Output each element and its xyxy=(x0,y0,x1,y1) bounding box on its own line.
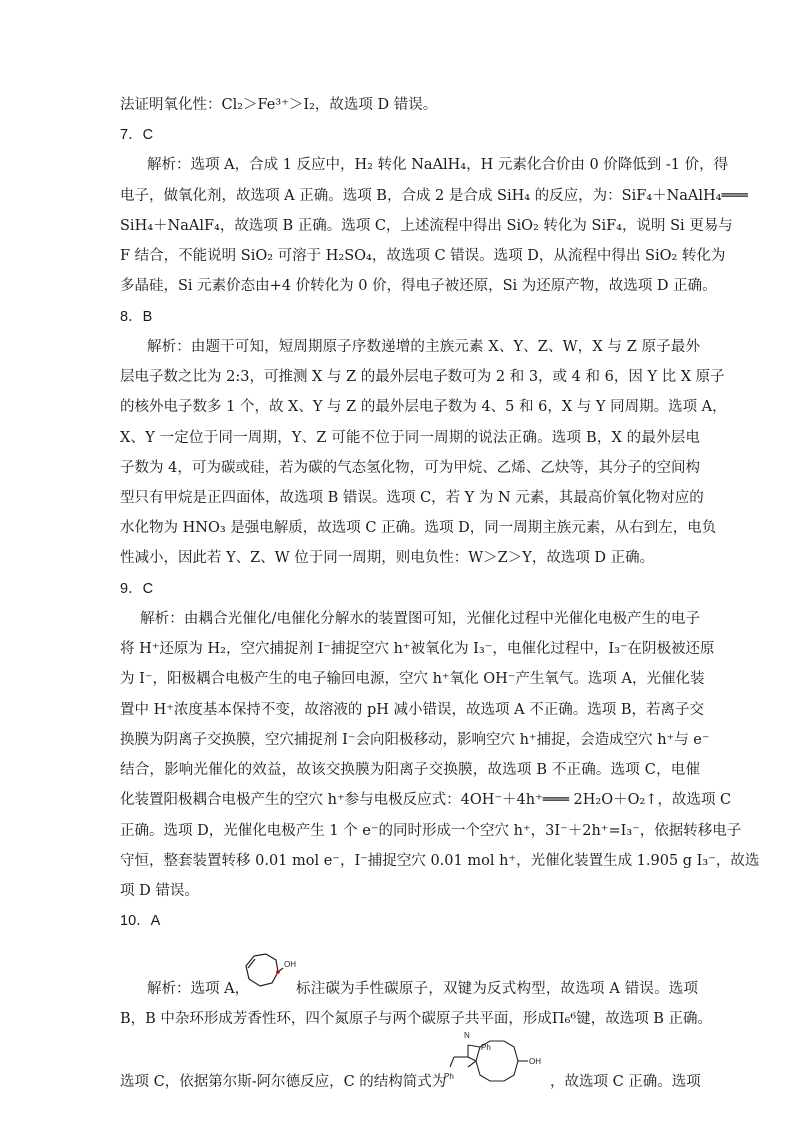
text-line: 解析：由耦合光催化/电催化分解水的装置图可知，光催化过程中光催化电极产生的电子 xyxy=(140,611,700,627)
answer-heading: 8．B xyxy=(120,309,153,325)
text-line: 标注碳为手性碳原子，双键为反式构型，故选项 A 错误。选项 xyxy=(296,981,698,997)
text-line: 层电子数之比为 2:3，可推测 X 与 Z 的最外层电子数可为 2 和 3，或 4 和 6，因 Y 比 X 原子 xyxy=(120,369,725,385)
text-line: 正确。选项 D，光催化电极产生 1 个 e⁻的同时形成一个空穴 h⁺，3I⁻＋2h⁺=I₃⁻，依据转移电子 xyxy=(120,823,742,839)
text-line: 子数为 4，可为碳或硅，若为碳的气态氢化物，可为甲烷、乙烯、乙炔等，其分子的空间构 xyxy=(120,460,700,476)
cyclooctenol-structure xyxy=(236,946,296,998)
text-line: 换膜为阴离子交换膜，空穴捕捉剂 I⁻会向阳极移动，影响空穴 h⁺捕捉，会造成空穴 h⁺与 e⁻ xyxy=(120,732,710,748)
n-label: N xyxy=(464,1031,470,1040)
text-line: F 结合，不能说明 SiO₂ 可溶于 H₂SO₄，故选项 C 错误。选项 D，从流程中得出 SiO₂ 转化为 xyxy=(120,248,726,264)
text-line: SiH₄＋NaAlF₄，故选项 B 正确。选项 C，上述流程中得出 SiO₂ 转化为 SiF₄，说明 Si 更易与 xyxy=(120,218,733,234)
text-line: 解析：选项 A，合成 1 反应中，H₂ 转化 NaAlH₄，H 元素化合价由 0 价降低到 -1 价，得 xyxy=(147,157,729,173)
text-line: 型只有甲烷是正四面体，故选项 B 错误。选项 C，若 Y 为 N 元素，其最高价氧化物对应的 xyxy=(120,490,704,506)
text-line: 性减小，因此若 Y、Z、W 位于同一周期，则电负性：W＞Z＞Y，故选项 D 正确。 xyxy=(120,550,655,566)
text-line: 项 D 错误。 xyxy=(120,883,199,899)
text-line: 将 H⁺还原为 H₂，空穴捕捉剂 I⁻捕捉空穴 h⁺被氧化为 I₃⁻，电催化过程中，I₃⁻在阴极被还原 xyxy=(120,641,715,657)
oh-label: OH xyxy=(284,960,296,969)
text-line: ，故选项 C 正确。选项 xyxy=(550,1074,701,1090)
text-line: B，B 中杂环形成芳香性环，四个氮原子与两个碳原子共平面，形成Π₆⁶键，故选项 B 正确。 xyxy=(120,1011,713,1027)
ph-label: Ph xyxy=(444,1072,454,1081)
text-line: 电子，做氧化剂，故选项 A 正确。选项 B，合成 2 是合成 SiH₄ 的反应，为：SiF₄＋NaAlH₄═══ xyxy=(120,188,748,204)
ph-label: Ph xyxy=(481,1043,491,1052)
text-line: 多晶硅，Si 元素价态由+4 价转化为 0 价，得电子被还原，Si 为还原产物，故选项 D 正确。 xyxy=(120,278,717,294)
answer-heading: 7．C xyxy=(120,127,154,143)
text-line: 置中 H⁺浓度基本保持不变，故溶液的 pH 减小错误，故选项 A 不正确。选项 B，若离子交 xyxy=(120,702,705,718)
text-line: 的核外电子数多 1 个，故 X、Y 与 Z 的最外层电子数为 4、5 和 6，X 与 Y 同周期。选项 A， xyxy=(120,399,727,415)
text-line: 结合，影响光催化的效益，故该交换膜为阳离子交换膜，故选项 B 不正确。选项 C，电催 xyxy=(120,762,700,778)
text-line: 选项 C，依据第尔斯-阿尔德反应，C 的结构简式为 xyxy=(120,1074,447,1090)
answer-heading: 10．A xyxy=(120,913,161,929)
text-line: X、Y 一定位于同一周期，Y、Z 可能不位于同一周期的说法正确。选项 B，X 的最外层电 xyxy=(120,430,700,446)
oh-label: OH xyxy=(529,1057,541,1066)
text-line: 化装置阳极耦合电极产生的空穴 h⁺参与电极反应式：4OH⁻＋4h⁺═══ 2H₂O＋O₂↑，故选项 C xyxy=(120,792,732,808)
text-line: 为 I⁻，阳极耦合电极产生的电子输回电源，空穴 h⁺氧化 OH⁻产生氧气。选项 A，光催化装 xyxy=(120,671,705,687)
text-line: 法证明氧化性：Cl₂＞Fe³⁺＞I₂，故选项 D 错误。 xyxy=(120,97,438,113)
text-line: 守恒，整套装置转移 0.01 mol e⁻，I⁻捕捉空穴 0.01 mol h⁺，光催化装置生成 1.905 g I₃⁻，故选 xyxy=(120,853,760,869)
text-line: 解析：选项 A， xyxy=(147,981,250,997)
text-line: 水化物为 HNO₃ 是强电解质，故选项 C 正确。选项 D，同一周期主族元素，从右到左，电负 xyxy=(120,520,717,536)
text-line: 解析：由题干可知，短周期原子序数递增的主族元素 X、Y、Z、W，X 与 Z 原子最外 xyxy=(147,339,700,355)
answer-heading: 9．C xyxy=(120,581,154,597)
